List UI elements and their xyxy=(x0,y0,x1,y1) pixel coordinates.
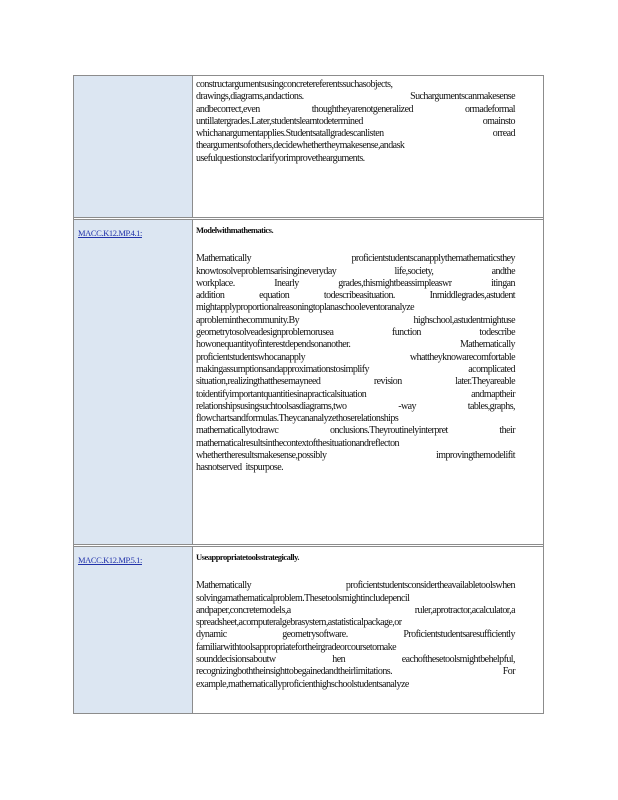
standard-description-cell xyxy=(193,220,543,544)
description-line: knowtosolveproblemsarisingineveryday life,society, andthe xyxy=(196,265,515,277)
standard-description-cell xyxy=(193,76,543,217)
description-line: toidentifyimportantquantitiesinapracticalsituation andmaptheir xyxy=(196,388,515,400)
description-line: situation,realizingthatthesemayneed revision later.Theyareable xyxy=(196,376,515,388)
description-line: familiarwithtoolsappropriatefortheirgradeorcoursetomake xyxy=(196,641,397,653)
table-row xyxy=(74,544,543,713)
description-line: mightapplyproportionalreasoningtoplanaschooleventoranalyze xyxy=(196,302,415,314)
standard-heading: Modelwithmathematics. xyxy=(196,225,274,235)
table-row xyxy=(74,217,543,544)
standard-code-cell xyxy=(74,220,193,544)
description-line: proficientstudentswhocanapply whattheyknowarecomfortable xyxy=(196,351,515,363)
description-line: relationshipsusingsuchtoolsasdiagrams,two -way tables,graphs, xyxy=(196,400,515,412)
description-line: drawings,diagrams,andactions. Suchargumentscanmakesense xyxy=(196,91,515,103)
description-line: Mathematically proficientstudentsconsidertheavailabletoolswhen xyxy=(196,580,515,592)
standard-description-cell xyxy=(193,547,543,713)
description-line: andbecorrect,even thoughtheyarenotgeneralized ormadeformal xyxy=(196,103,515,115)
standard-code-cell xyxy=(74,76,193,217)
description-line: andpaper,concretemodels,a ruler,aprotractor,acalculator,a xyxy=(196,604,515,616)
description-line: whichanargumentapplies.Studentsatallgradescanlisten orread xyxy=(196,128,515,140)
description-line: flowchartsandformulas.Theycananalyzethoserelationships xyxy=(196,413,399,425)
description-line: recognizingboththeinsighttobegainedandtheirlimitations. For xyxy=(196,666,515,678)
description-line: workplace. Inearly grades,thismightbeassimpleaswr itingan xyxy=(196,277,515,289)
description-line: spreadsheet,acomputeralgebrasystem,astatisticalpackage,or xyxy=(196,617,402,629)
description-line: untillatergrades.Later,studentslearntodetermined omainsto xyxy=(196,115,515,127)
standards-table xyxy=(73,75,544,714)
description-line: usefulquestionstoclarifyorimprovethearguments. xyxy=(196,152,365,164)
standard-heading: Useappropriatetoolsstrategically. xyxy=(196,552,300,562)
description-line: mathematicalresultsinthecontextofthesituationandreflecton xyxy=(196,437,400,449)
description-line: Mathematically proficientstudentscanapplythemathematicsthey xyxy=(196,253,515,265)
description-line: geometrytosolveadesignproblemorusea function todescribe xyxy=(196,327,515,339)
description-line: makingassumptionsandapproximationstosimplify acomplicated xyxy=(196,363,515,375)
description-line: hasnotserved itspurpose. xyxy=(196,462,284,474)
description-line: whethertheresultsmakesense,possibly improvingthemodelifit xyxy=(196,450,515,462)
description-line: addition equation todescribeasituation. Inmiddlegrades,astudent xyxy=(196,290,515,302)
standard-code-cell xyxy=(74,547,193,713)
description-line: solvingamathematicalproblem.Thesetoolsmightincludepencil xyxy=(196,592,410,604)
description-line: constructargumentsusingconcretereferentssuchasobjects, xyxy=(196,79,393,90)
standard-code-link[interactable]: MACC.K12.MP.5.1: xyxy=(78,555,142,565)
description-line: mathematicallytodrawc onclusions.Theyroutinelyinterpret their xyxy=(196,425,515,437)
table-row xyxy=(74,76,543,217)
description-line: aprobleminthecommunity.By highschool,astudentmightuse xyxy=(196,314,515,326)
description-line: sounddecisionsaboutw hen eachofthesetoolsmightbehelpful, xyxy=(196,654,515,666)
description-line: howonequantityofinterestdependsonanother. Mathematically xyxy=(196,339,515,351)
description-line: example,mathematicallyproficienthighschoolstudentsanalyze xyxy=(196,678,409,690)
standard-code-link[interactable]: MACC.K12.MP.4.1: xyxy=(78,228,142,238)
description-line: theargumentsofothers,decidewhethertheymakesense,andask xyxy=(196,140,405,152)
description-line: dynamic geometrysoftware. Proficientstudentsaresufficiently xyxy=(196,629,515,641)
